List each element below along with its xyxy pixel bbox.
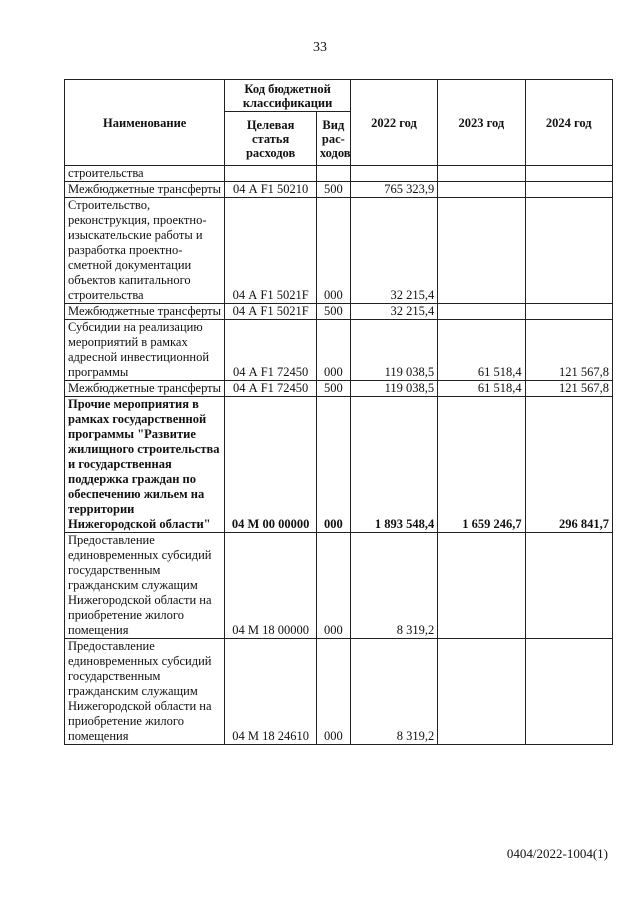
row-2023: 1 659 246,7: [438, 397, 525, 533]
header-target-item: Целевая статья расходов: [225, 112, 317, 166]
row-2024: [525, 639, 612, 745]
row-2022: 8 319,2: [350, 533, 437, 639]
row-kind: 500: [316, 381, 350, 397]
row-2022: 119 038,5: [350, 381, 437, 397]
table-row: [65, 166, 613, 182]
table-row: [65, 397, 613, 533]
row-kind: 000: [316, 533, 350, 639]
row-name: строительства: [65, 166, 225, 182]
row-2024: [525, 198, 612, 304]
row-2024: 121 567,8: [525, 381, 612, 397]
table-row: [65, 381, 613, 397]
table-header: [65, 80, 613, 166]
row-name: Строительство, реконструкция, проектно-изыскательские работы и разработка проектно-сметной документации объектов капитального строительства: [65, 198, 225, 304]
row-name: Субсидии на реализацию мероприятий в рамках адресной инвестиционной программы: [65, 320, 225, 381]
row-2024: 121 567,8: [525, 320, 612, 381]
row-name: Межбюджетные трансферты: [65, 304, 225, 320]
row-name: Межбюджетные трансферты: [65, 182, 225, 198]
row-2024: 296 841,7: [525, 397, 612, 533]
header-name: Наименование: [65, 80, 225, 166]
header-year-2023: 2023 год: [438, 80, 525, 166]
header-code-group: Код бюджетной классификации: [225, 80, 350, 112]
row-code: 04 А F1 5021F: [225, 304, 317, 320]
row-kind: 000: [316, 639, 350, 745]
row-2023: [438, 182, 525, 198]
row-code: 04 М 18 00000: [225, 533, 317, 639]
row-code: 04 М 18 24610: [225, 639, 317, 745]
row-2024: [525, 304, 612, 320]
row-2022: 32 215,4: [350, 198, 437, 304]
row-2022: [350, 166, 437, 182]
row-kind: 000: [316, 198, 350, 304]
row-2024: [525, 166, 612, 182]
table-row: [65, 198, 613, 304]
budget-table: [64, 79, 613, 745]
row-2023: [438, 639, 525, 745]
header-year-2022: 2022 год: [350, 80, 437, 166]
table-row: [65, 639, 613, 745]
table-row: [65, 304, 613, 320]
row-kind: [316, 166, 350, 182]
row-2024: [525, 533, 612, 639]
row-2023: [438, 304, 525, 320]
row-kind: 500: [316, 304, 350, 320]
row-2022: 119 038,5: [350, 320, 437, 381]
row-kind: 000: [316, 320, 350, 381]
row-name: Предоставление единовременных субсидий государственным гражданским служащим Нижегородской области на приобретение жилого помещения: [65, 639, 225, 745]
row-2023: [438, 533, 525, 639]
row-2022: 8 319,2: [350, 639, 437, 745]
table-row: [65, 533, 613, 639]
row-code: 04 А F1 50210: [225, 182, 317, 198]
row-2024: [525, 182, 612, 198]
row-2023: 61 518,4: [438, 320, 525, 381]
row-code: 04 А F1 5021F: [225, 198, 317, 304]
row-2023: [438, 166, 525, 182]
row-kind: 000: [316, 397, 350, 533]
row-2022: 765 323,9: [350, 182, 437, 198]
document-code: 0404/2022-1004(1): [506, 846, 608, 861]
row-code: 04 М 00 00000: [225, 397, 317, 533]
row-name: Предоставление единовременных субсидий государственным гражданским служащим Нижегородской области на приобретение жилого помещения: [65, 533, 225, 639]
row-name: Прочие мероприятия в рамках государственной программы "Развитие жилищного строительства и государственная поддержка граждан по обеспечению жильем на территории Нижегородской области": [65, 397, 225, 533]
row-code: 04 А F1 72450: [225, 381, 317, 397]
row-2023: 61 518,4: [438, 381, 525, 397]
row-2023: [438, 198, 525, 304]
page-number: 33: [313, 40, 327, 55]
row-name: Межбюджетные трансферты: [65, 381, 225, 397]
table-row: [65, 320, 613, 381]
row-kind: 500: [316, 182, 350, 198]
table-row: [65, 182, 613, 198]
row-2022: 32 215,4: [350, 304, 437, 320]
row-code: 04 А F1 72450: [225, 320, 317, 381]
header-expense-kind: Вид рас-ходов: [316, 112, 350, 166]
row-code: [225, 166, 317, 182]
row-2022: 1 893 548,4: [350, 397, 437, 533]
header-year-2024: 2024 год: [525, 80, 612, 166]
